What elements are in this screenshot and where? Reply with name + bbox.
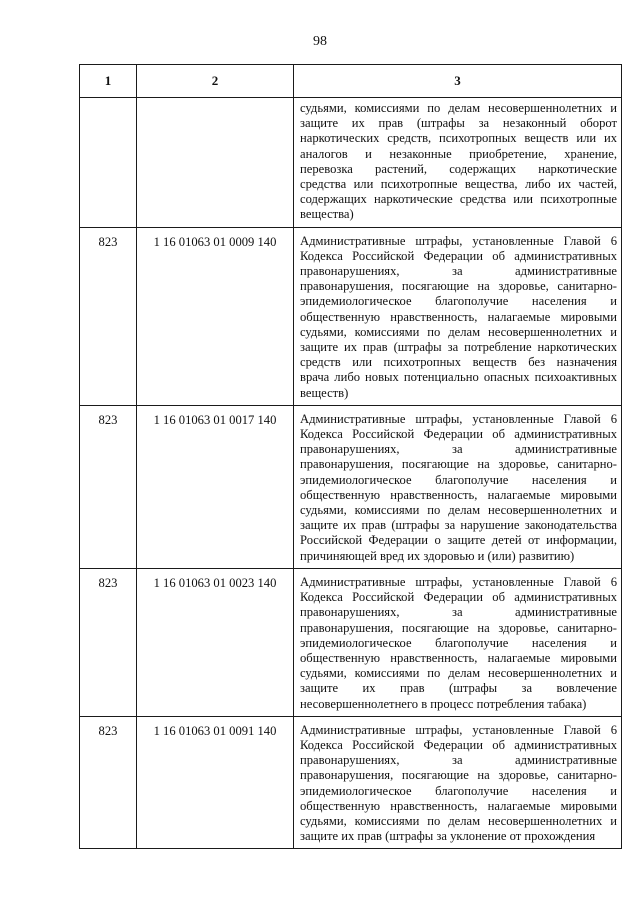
budget-code-cell: 1 16 01063 01 0017 140 [137,405,294,568]
description-line: Административные штрафы, установленные Главой 6 [300,233,617,248]
column-header-2: 2 [137,65,294,98]
description-line: защите их прав (штрафы за уклонение от прохождения [300,829,596,844]
description-line: защите их прав (штрафы за потребление наркотических [300,340,617,355]
description-line: средства или психотропные вещества, либо их частей, [300,177,617,192]
description-line: правонарушения, посягающие на здоровье, санитарно- [300,768,617,783]
budget-code-cell: 1 16 01063 01 0091 140 [137,716,294,849]
description-line: судьями, комиссиями по делам несовершеннолетних и [300,324,617,339]
description-line: защите их прав (штрафы за нарушение законодательства [300,518,617,533]
table-row [80,98,622,228]
description-line: содержащих наркотические средства или психотропные [300,192,617,207]
description-line: эпидемиологическое благополучие населения и [300,472,617,487]
budget-codes-table [79,64,622,849]
description-line: средств или психотропных веществ без назначения [300,355,617,370]
admin-code-cell [80,98,137,228]
description-line: Кодекса Российской Федерации об административных [300,248,617,263]
budget-code-cell: 1 16 01063 01 0009 140 [137,227,294,405]
description-line: правонарушениях, за административные [300,605,617,620]
table-body [80,98,622,849]
description-line: правонарушениях, за административные [300,264,617,279]
description-cell [294,568,622,716]
description-line: правонарушения, посягающие на здоровье, санитарно- [300,620,617,635]
admin-code-cell: 823 [80,568,137,716]
description-line: общественную нравственность, налагаемые мировыми [300,798,617,813]
description-line: защите их прав (штрафы за незаконный оборот [300,116,617,131]
description-line: Кодекса Российской Федерации об административных [300,737,617,752]
description-line: правонарушениях, за административные [300,442,617,457]
description-line: правонарушения, посягающие на здоровье, санитарно- [300,279,617,294]
description-line: судьями, комиссиями по делам несовершеннолетних и [300,813,617,828]
admin-code-cell: 823 [80,716,137,849]
column-header-3: 3 [294,65,622,98]
description-line: общественную нравственность, налагаемые мировыми [300,650,617,665]
description-line: правонарушениях, за административные [300,753,617,768]
description-line: вещества) [300,207,354,222]
budget-code-cell [137,98,294,228]
description-line: общественную нравственность, налагаемые мировыми [300,487,617,502]
description-cell [294,98,622,228]
description-line: судьями, комиссиями по делам несовершеннолетних и [300,503,617,518]
description-line: наркотических средств, психотропных веществ или их [300,131,617,146]
description-line: врача либо новых потенциально опасных психоактивных [300,370,617,385]
description-line: Кодекса Российской Федерации об административных [300,590,617,605]
page-number: 98 [313,34,327,49]
description-cell [294,405,622,568]
description-line: Административные штрафы, установленные Главой 6 [300,722,617,737]
description-line: защите их прав (штрафы за вовлечение [300,681,617,696]
table-row [80,568,622,716]
description-cell [294,716,622,849]
budget-code-cell: 1 16 01063 01 0023 140 [137,568,294,716]
description-line: Кодекса Российской Федерации об административных [300,427,617,442]
description-line: судьями, комиссиями по делам несовершеннолетних и [300,101,617,115]
description-line: причиняющей вред их здоровью и (или) развитию) [300,548,575,563]
admin-code-cell: 823 [80,227,137,405]
description-line: веществ) [300,385,349,400]
description-line: эпидемиологическое благополучие населения и [300,635,617,650]
column-header-1: 1 [80,65,137,98]
description-line: судьями, комиссиями по делам несовершеннолетних и [300,666,617,681]
description-line: Административные штрафы, установленные Главой 6 [300,411,617,426]
description-line: эпидемиологическое благополучие населения и [300,783,617,798]
description-cell [294,227,622,405]
description-line: правонарушения, посягающие на здоровье, санитарно- [300,457,617,472]
description-line: общественную нравственность, налагаемые мировыми [300,309,617,324]
admin-code-cell: 823 [80,405,137,568]
description-line: эпидемиологическое благополучие населения и [300,294,617,309]
table-row [80,716,622,849]
description-line: Российской Федерации о защите детей от информации, [300,533,617,548]
table-header-row [80,65,622,98]
table-row [80,405,622,568]
description-line: перевозка растений, содержащих наркотические [300,161,617,176]
description-line: Административные штрафы, установленные Главой 6 [300,574,617,589]
table-row [80,227,622,405]
description-line: аналогов и незаконные приобретение, хранение, [300,146,617,161]
description-line: несовершеннолетнего в процесс потребления табака) [300,696,587,711]
